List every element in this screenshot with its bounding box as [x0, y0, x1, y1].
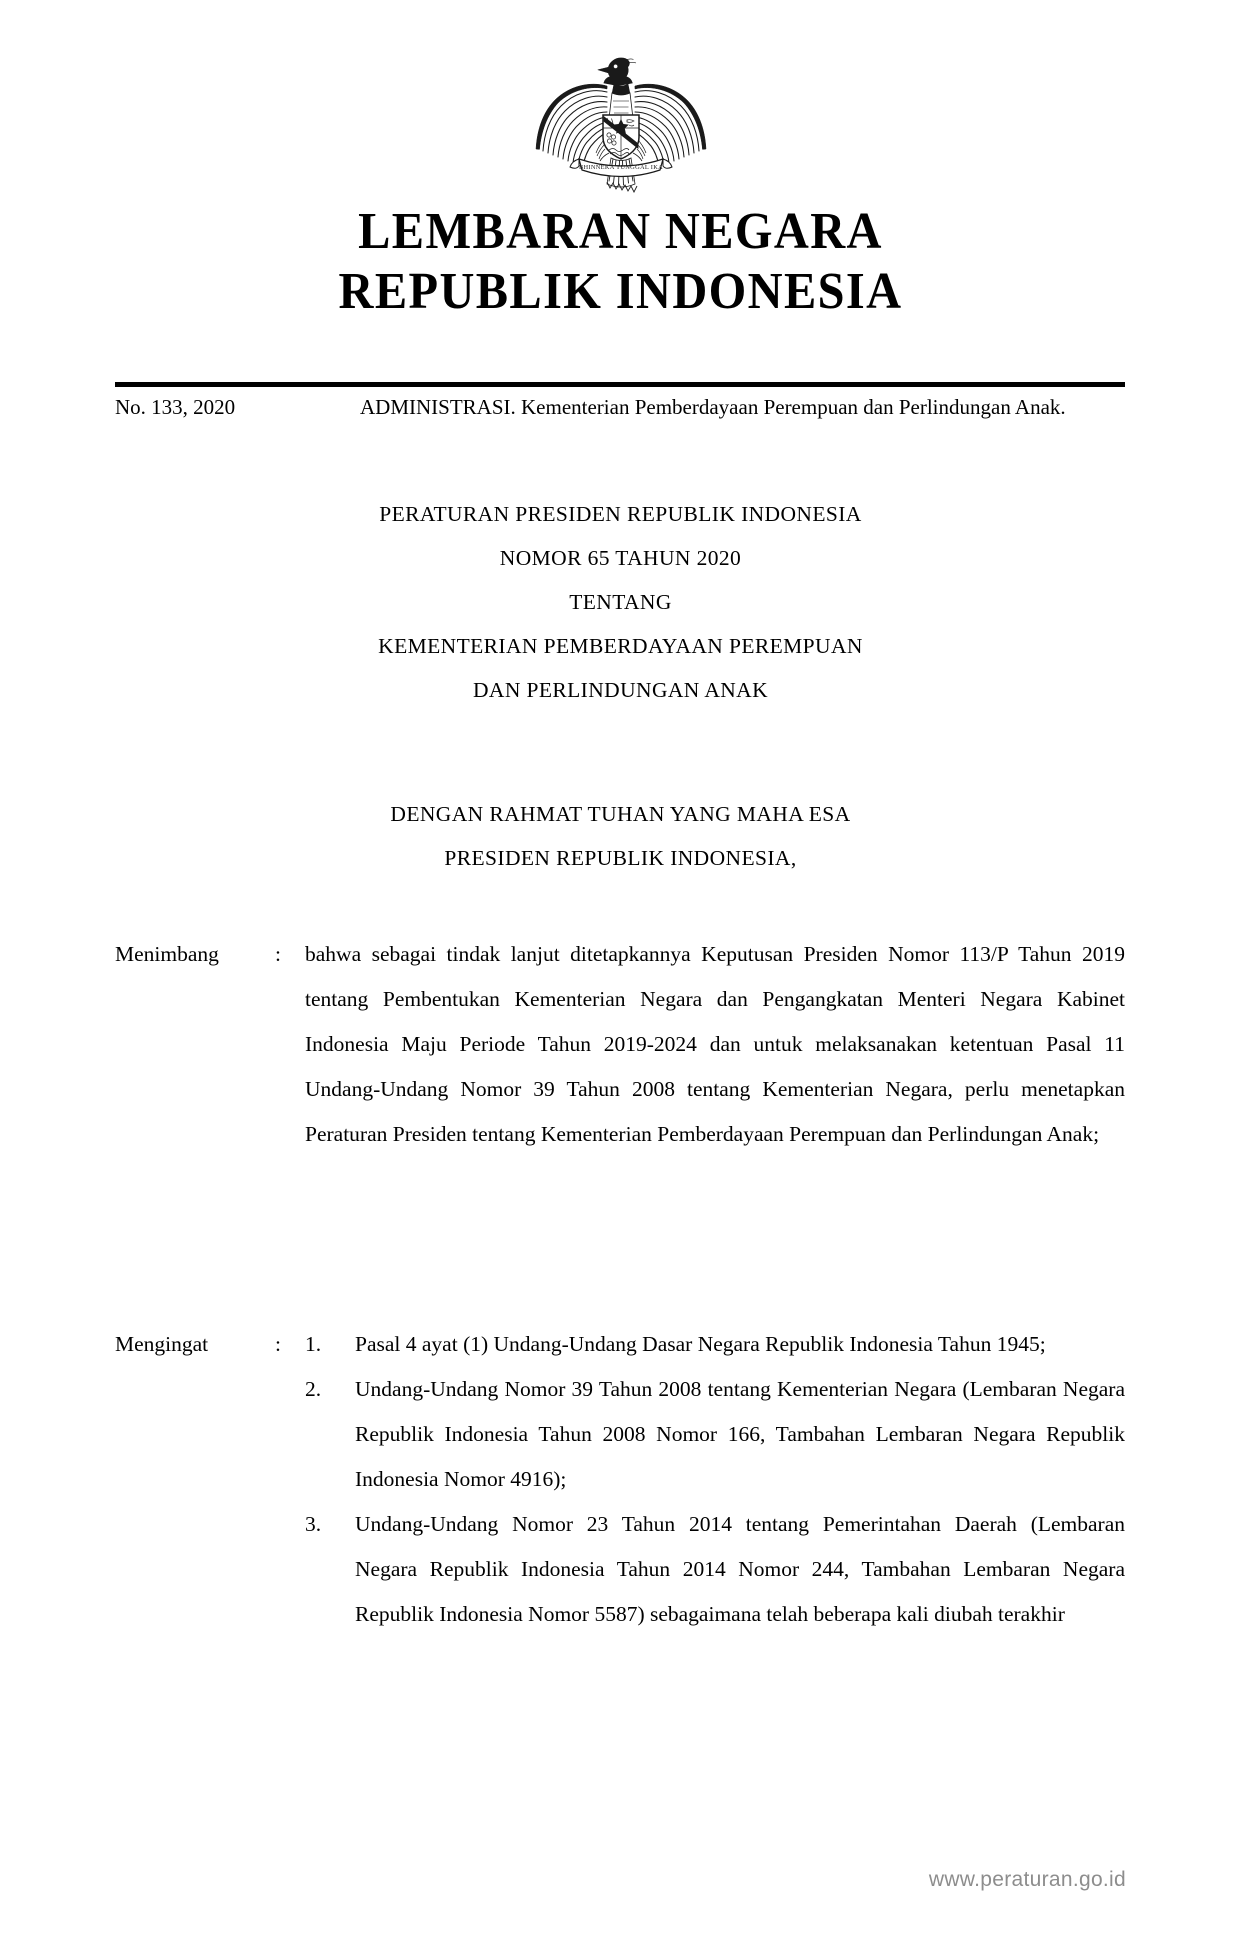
list-item — [305, 1322, 1125, 1367]
footer-watermark: www.peraturan.go.id — [928, 1868, 1126, 1891]
list-item-text: Undang-Undang Nomor 23 Tahun 2014 tentang Pemerintahan Daerah (Lembaran Negara Republik Indonesia Tahun 2014 Nomor 244, Tambahan Lembaran Negara Republik Indonesia Nomor 5587) sebagaimana telah beberapa kali diubah terakhir — [355, 1512, 1125, 1626]
masthead-line-2: REPUBLIK INDONESIA — [338, 263, 903, 320]
title-line: DAN PERLINDUNGAN ANAK — [472, 678, 769, 702]
clause-colon: : — [275, 1332, 281, 1356]
regulation-title-block — [0, 492, 1241, 712]
masthead — [0, 202, 1241, 322]
issue-header — [115, 392, 1125, 423]
title-line: NOMOR 65 TAHUN 2020 — [499, 546, 742, 570]
issue-subject: ADMINISTRASI. Kementerian Pemberdayaan Perempuan dan Perlindungan Anak. — [360, 395, 1066, 419]
list-item-number: 3. — [305, 1512, 322, 1536]
issue-number: No. 133, 2020 — [115, 395, 236, 419]
list-item-text: Pasal 4 ayat (1) Undang-Undang Dasar Negara Republik Indonesia Tahun 1945; — [355, 1332, 1046, 1356]
list-item-text: Undang-Undang Nomor 39 Tahun 2008 tentang Kementerian Negara (Lembaran Negara Republik Indonesia Tahun 2008 Nomor 166, Tambahan Lembaran Negara Republik Indonesia Nomor 4916); — [355, 1377, 1125, 1491]
list-item — [305, 1502, 1125, 1637]
title-line: TENTANG — [569, 590, 672, 614]
emblem-container — [0, 55, 1241, 203]
legal-basis-list — [305, 1322, 1125, 1637]
clause-label: Menimbang — [115, 942, 219, 966]
list-item — [305, 1367, 1125, 1502]
title-line: KEMENTERIAN PEMBERDAYAAN PEREMPUAN — [378, 634, 863, 658]
preamble-block — [0, 792, 1241, 880]
svg-text:BHINNEKA TUNGGAL IKA: BHINNEKA TUNGGAL IKA — [578, 164, 663, 172]
title-line: PERATURAN PRESIDEN REPUBLIK INDONESIA — [379, 502, 862, 526]
clause-body: bahwa sebagai tindak lanjut ditetapkannya Keputusan Presiden Nomor 113/P Tahun 2019 tentang Pembentukan Kementerian Negara dan Pengangkatan Menteri Negara Kabinet Indonesia Maju Periode Tahun 2019-2024 dan untuk melaksanakan ketentuan Pasal 11 Undang-Undang Nomor 39 Tahun 2008 tentang Kementerian Negara, perlu menetapkan Peraturan Presiden tentang Kementerian Pemberdayaan Perempuan dan Perlindungan Anak; — [305, 942, 1125, 1146]
clause-mengingat — [115, 1322, 1125, 1637]
masthead-line-1: LEMBARAN NEGARA — [358, 203, 883, 260]
preamble-line: PRESIDEN REPUBLIK INDONESIA, — [444, 846, 797, 870]
list-item-number: 1. — [305, 1332, 322, 1356]
clause-label: Mengingat — [115, 1332, 209, 1356]
masthead-divider-rule — [115, 382, 1125, 387]
preamble-line: DENGAN RAHMAT TUHAN YANG MAHA ESA — [390, 802, 851, 826]
clause-menimbang — [115, 932, 1125, 1157]
garuda-pancasila-emblem — [521, 55, 721, 203]
clause-colon: : — [275, 942, 281, 966]
list-item-number: 2. — [305, 1377, 322, 1401]
clause-body — [305, 1322, 1125, 1637]
